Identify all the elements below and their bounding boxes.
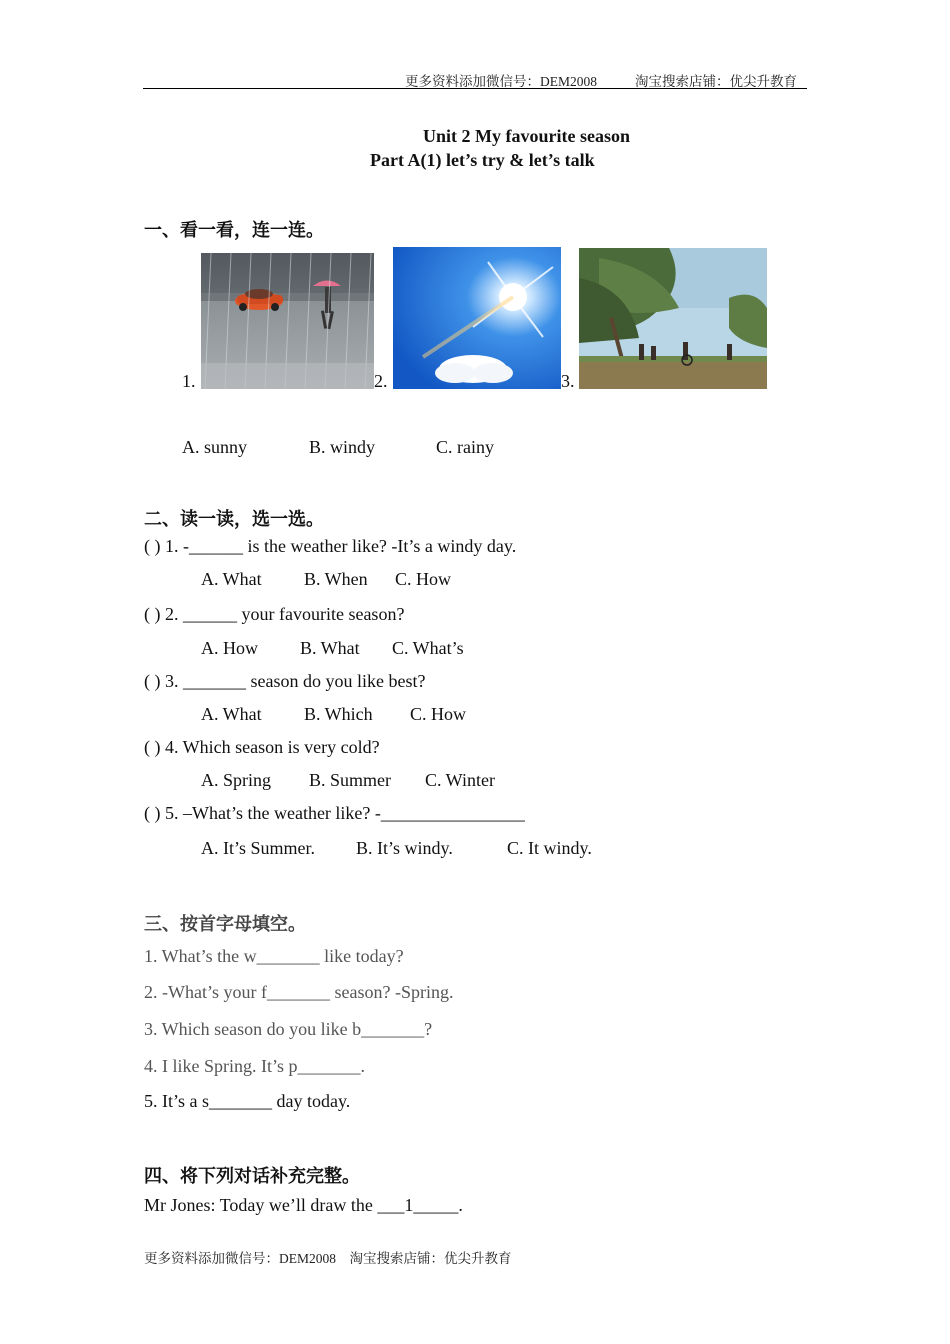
q3-option-c: C. How	[410, 704, 467, 724]
q1-option-c: C. How	[395, 569, 452, 589]
q4-option-a: A. Spring	[201, 770, 272, 790]
fill-item-4: 4. I like Spring. It’s p_______.	[144, 1056, 365, 1076]
match-number-3: 3.	[561, 371, 575, 391]
option-sunny: A. sunny	[182, 437, 248, 457]
section3-heading: 三、按首字母填空。	[144, 914, 306, 935]
match-number-2: 2.	[374, 371, 388, 391]
fill-item-5: 5. It’s a s_______ day today.	[144, 1091, 351, 1111]
q3-option-a: A. What	[201, 704, 262, 724]
title-unit: Unit 2 My favourite season	[423, 126, 630, 146]
fill-item-3: 3. Which season do you like b_______?	[144, 1019, 433, 1039]
q4-option-b: B. Summer	[309, 770, 392, 790]
windy-trees-photo	[579, 248, 767, 389]
q2-option-a: A. How	[201, 638, 258, 658]
section4-heading: 四、将下列对话补充完整。	[144, 1166, 360, 1187]
question-4: ( ) 4. Which season is very cold?	[144, 737, 380, 757]
q3-option-b: B. Which	[304, 704, 373, 724]
q5-option-a: A. It’s Summer.	[201, 838, 316, 858]
option-rainy: C. rainy	[436, 437, 494, 457]
question-2: ( ) 2. ______ your favourite season?	[144, 604, 405, 624]
sunny-sky-photo	[393, 247, 561, 389]
question-3: ( ) 3. _______ season do you like best?	[144, 671, 426, 691]
q2-option-c: C. What’s	[392, 638, 464, 658]
q1-option-a: A. What	[201, 569, 262, 589]
title-part: Part A(1) let’s try & let’s talk	[370, 150, 595, 170]
section2-heading: 二、读一读，选一选。	[144, 509, 324, 530]
dialogue-line-1: Mr Jones: Today we’ll draw the ___1_____.	[144, 1195, 463, 1215]
fill-item-2: 2. -What’s your f_______ season? -Spring.	[144, 982, 454, 1002]
q5-option-c: C. It windy.	[507, 838, 592, 858]
q4-option-c: C. Winter	[425, 770, 495, 790]
rainy-street-photo	[201, 253, 374, 389]
match-number-1: 1.	[182, 371, 196, 391]
q2-option-b: B. What	[300, 638, 360, 658]
footer-text: 更多资料添加微信号：DEM2008 淘宝搜索店铺：优尖升教育	[144, 1251, 512, 1266]
header-rule	[143, 88, 807, 89]
section1-heading: 一、看一看，连一连。	[144, 220, 324, 241]
question-1: ( ) 1. -______ is the weather like? -It’s a windy day.	[144, 536, 517, 556]
question-5: ( ) 5. –What’s the weather like? -________________	[144, 803, 525, 823]
q5-option-b: B. It’s windy.	[356, 838, 453, 858]
option-windy: B. windy	[309, 437, 376, 457]
fill-item-1: 1. What’s the w_______ like today?	[144, 946, 404, 966]
header-shop: 淘宝搜索店铺：优尖升教育	[635, 74, 797, 89]
header-wechat: 更多资料添加微信号：DEM2008	[405, 74, 597, 89]
q1-option-b: B. When	[304, 569, 368, 589]
